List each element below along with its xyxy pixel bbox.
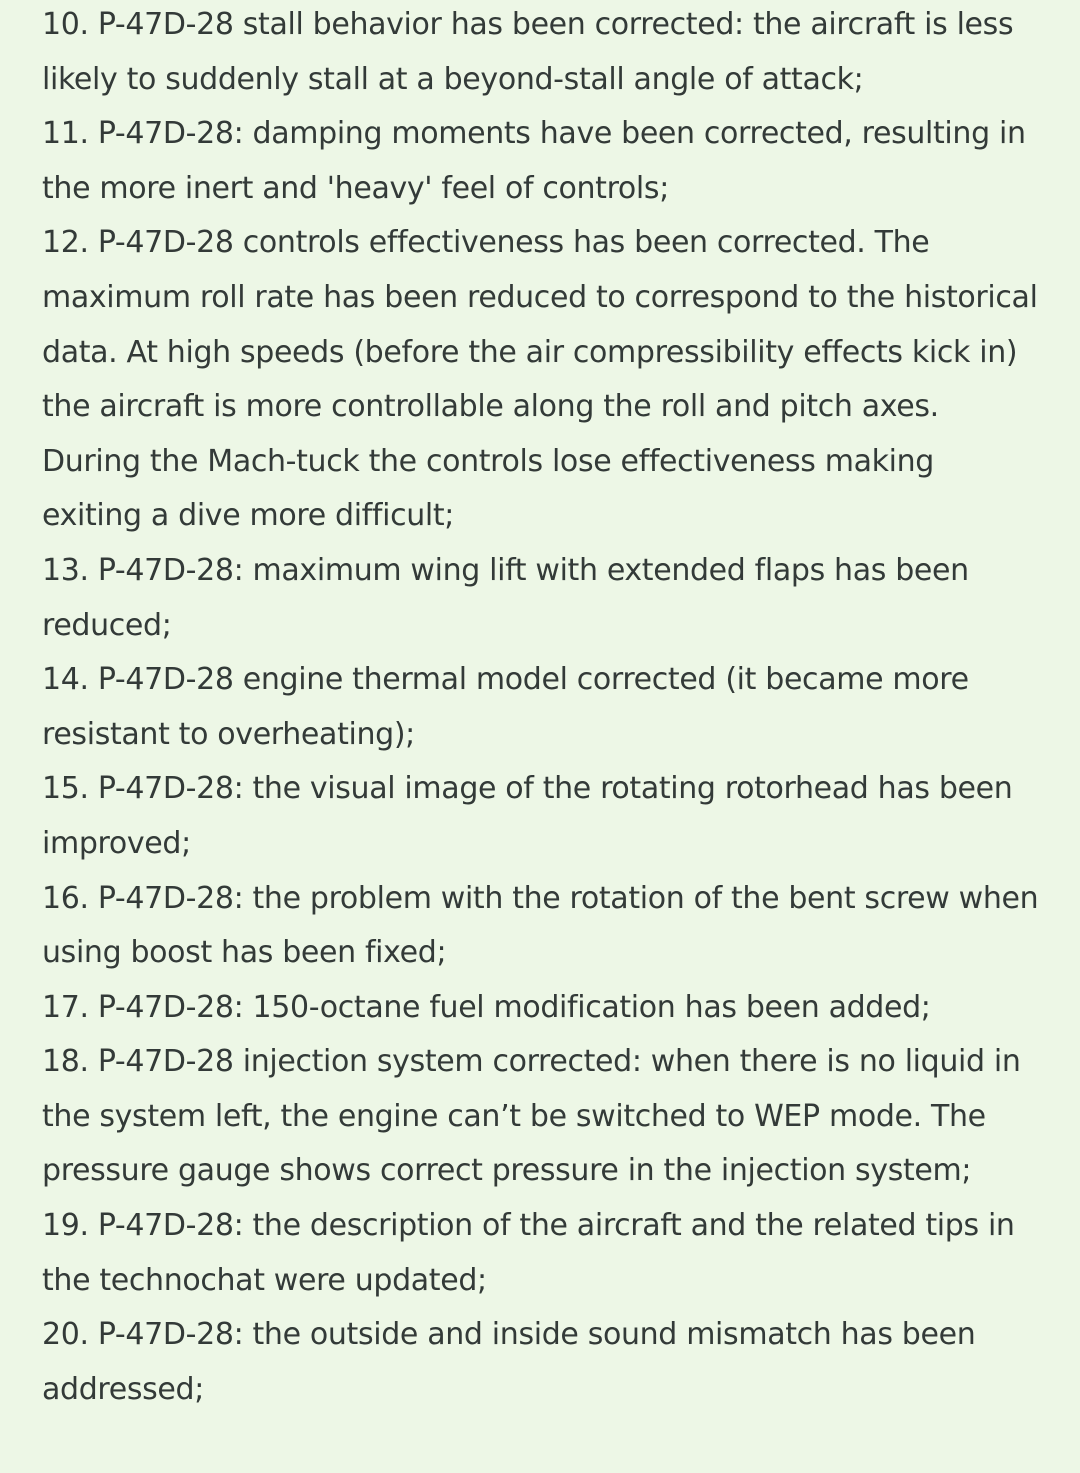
changelog-entry-15: 15. P-47D-28: the visual image of the rotating rotorhead has been improved; (42, 771, 1013, 861)
changelog-entry-13: 13. P-47D-28: maximum wing lift with extended flaps has been reduced; (42, 552, 969, 643)
changelog-entry-10: 10. P-47D-28 stall behavior has been corrected: the aircraft is less likely to suddenly stall at a beyond-stall angle of attack; (42, 7, 1014, 97)
changelog-entry-17: 17. P-47D-28: 150-octane fuel modification has been added; (42, 989, 931, 1025)
changelog-entry-12: 12. P-47D-28 controls effectiveness has been corrected. The maximum roll rate has been reduced to correspond to the historical data. At high speeds (before the air compressibility effects kick in) the aircraft is more controllable along the roll and pitch axes. During the Mach-tuck the controls lose effectiveness making exiting a dive more difficult; (42, 225, 1038, 534)
changelog-entry-19: 19. P-47D-28: the description of the aircraft and the related tips in the technochat were updated; (42, 1208, 1015, 1298)
changelog-list (42, 0, 1042, 1417)
changelog-entry-11: 11. P-47D-28: damping moments have been corrected, resulting in the more inert and 'heavy' feel of controls; (42, 116, 1026, 206)
changelog-entry-20: 20. P-47D-28: the outside and inside sound mismatch has been addressed; (42, 1317, 976, 1407)
changelog-entry-16: 16. P-47D-28: the problem with the rotation of the bent screw when using boost has been fixed; (42, 880, 1039, 971)
changelog-entry-18: 18. P-47D-28 injection system corrected: when there is no liquid in the system left, the engine can’t be switched to WEP mode. The pressure gauge shows correct pressure in the injection system; (42, 1044, 1021, 1189)
changelog-entry-14: 14. P-47D-28 engine thermal model corrected (it became more resistant to overheating); (42, 662, 969, 752)
